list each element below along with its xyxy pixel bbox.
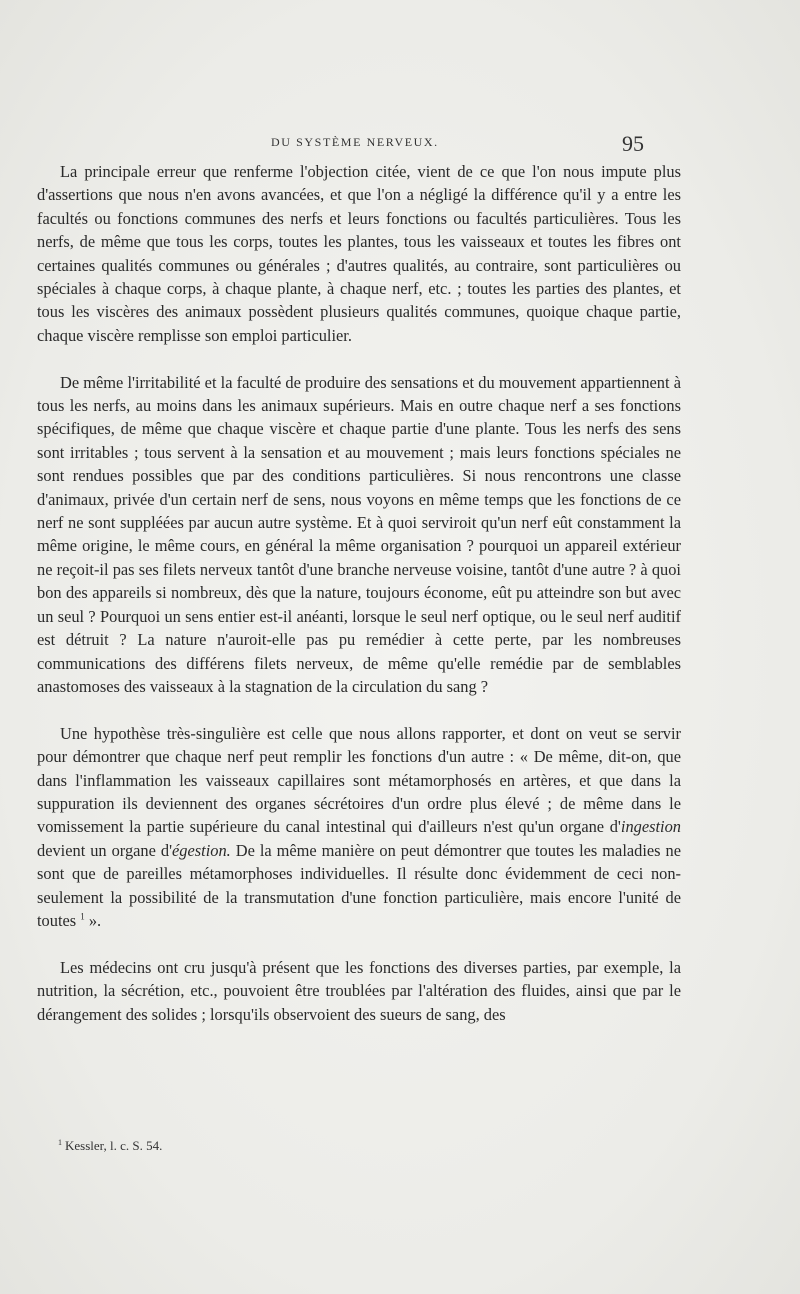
paragraph-1: La principale erreur que renferme l'objection citée, vient de ce que l'on nous impute plus d'assertions que nous n'en avons avancées, et que l'on a négligé la différence qu'il y a entre les facultés ou fonctions communes des nerfs et leurs fonctions ou facultés particulières. Tous les nerfs, de même que tous les corps, toutes les plantes, tous les vaisseaux et toutes les fibres ont certaines qualités communes ou générales ; d'autres qualités, au contraire, sont particulières ou spéciales à chaque corps, à chaque plante, à chaque nerf, etc. ; toutes les parties des plantes, et tous les viscères des animaux possèdent plusieurs qualités communes, quoique chaque partie, chaque viscère remplisse son emploi particulier. xyxy=(37,162,681,345)
paragraph-3-text-before: Une hypothèse très-singulière est celle que nous allons rapporter, et dont on veut se servir pour démontrer que chaque nerf peut remplir les fonctions d'un autre : « De même, dit-on, que dans l'inflammation les vaisseaux capillaires sont métamorphosés en artères, et que dans la suppuration ils deviennent des organes sécrétoires d'un ordre plus élevé ; de même dans le vomissement la partie supérieure du canal intestinal qui d'ailleurs n'est qu'un organe d' xyxy=(37,723,681,837)
paragraph-3 xyxy=(37,722,681,933)
running-head: DU SYSTÈME NERVEUX. xyxy=(271,135,439,149)
paragraph-2: De même l'irritabilité et la faculté de produire des sensations et du mouvement appartiennent à tous les nerfs, au moins dans les animaux supérieurs. Mais en outre chaque nerf a ses fonctions spécifiques, de même que chaque viscère et chaque partie d'une plante. Tous les nerfs des sens sont irritables ; tous servent à la sensation et au mouvement ; mais leurs fonctions spéciales ne sont rendues possibles que par des conditions particulières. Si nous rencontrons une classe d'animaux, privée d'un certain nerf de sens, nous voyons en même temps que les fonctions de ce nerf ne sont suppléées par aucun autre système. Et à quoi serviroit qu'un nerf eût constamment la même origine, le même cours, en général la même organisation ? pourquoi un appareil extérieur ne reçoit-il pas ses filets nerveux tantôt d'une branche nerveuse voisine, tantôt d'une autre ? à quoi bon des appareils si nombreux, dès que la nature, toujours économe, eût pu atteindre son but avec un seul ? Pourquoi un sens entier est-il anéanti, lorsque le seul nerf optique, ou le seul nerf auditif est détruit ? La nature n'auroit-elle pas pu remédier à cette perte, par les nombreuses communications des différens filets nerveux, de même qu'elle remédie par de semblables anastomoses des vaisseaux à la stagnation de la circulation du sang ? xyxy=(37,372,681,696)
italic-word-egestion: égestion. xyxy=(172,840,231,860)
italic-word-ingestion: ingestion xyxy=(620,817,681,837)
footnote-reference: 1 xyxy=(80,911,85,922)
footnote-marker: 1 xyxy=(58,1137,62,1147)
paragraph-4: Les médecins ont cru jusqu'à présent que les fonctions des diverses parties, par exemple, la nutrition, la sécrétion, etc., pouvoient être troublées par l'altération des fluides, ainsi que par le dérangement des solides ; lorsqu'ils observoient des sueurs de sang, des xyxy=(37,957,681,1024)
footnote-text: Kessler, l. c. S. 54. xyxy=(65,1138,163,1153)
paragraph-3-text-after: De la même manière on peut démontrer que toutes les maladies ne sont que de pareilles métamorphoses individuelles. Il résulte donc évidemment de ceci non-seulement la possibilité de la transmutation d'une fonction particulière, mais encore l'unité de toutes xyxy=(37,840,681,930)
page-number: 95 xyxy=(622,131,644,156)
paragraph-3-text-middle: devient un organe d' xyxy=(37,840,173,860)
body-text xyxy=(37,160,681,1026)
footnote xyxy=(58,1138,162,1154)
paragraph-3-text-end: ». xyxy=(84,910,102,930)
